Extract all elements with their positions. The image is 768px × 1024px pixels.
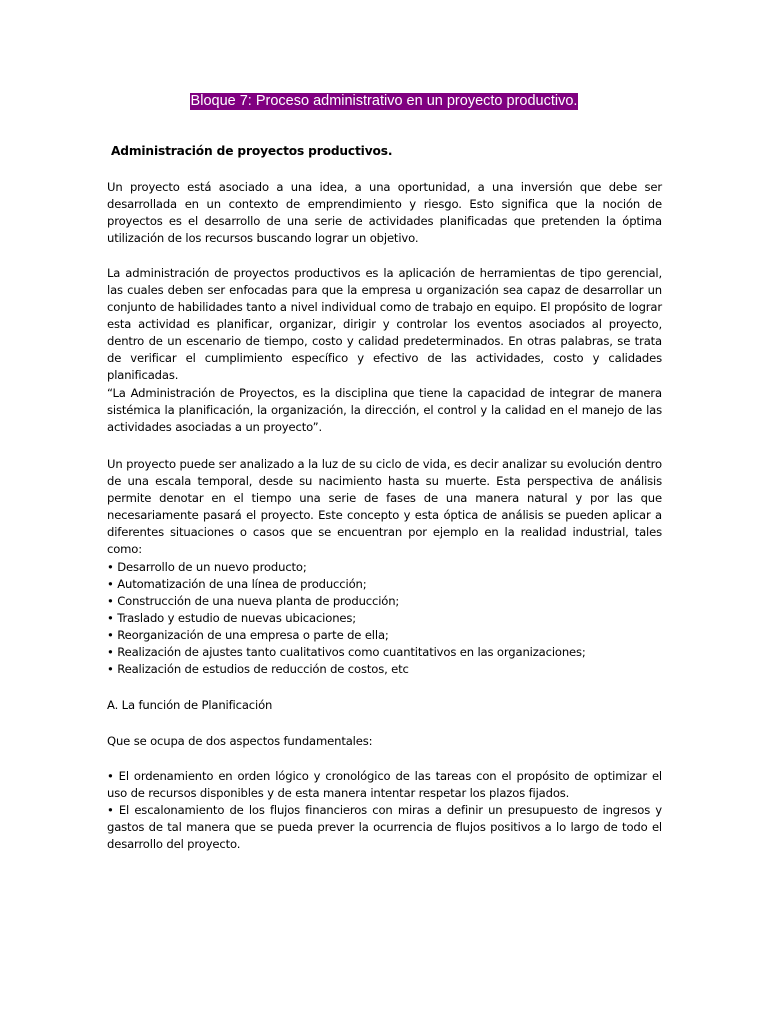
list-item: • Reorganización de una empresa o parte de ella; <box>107 628 389 642</box>
list-item: • Construcción de una nueva planta de producción; <box>107 594 400 608</box>
page-title: Bloque 7: Proceso administrativo en un proyecto productivo. <box>190 93 578 109</box>
paragraph-life-cycle: Un proyecto puede ser analizado a la luz de su ciclo de vida, es decir analizar su evolución dentro de una escala temporal, desde su nacimiento hasta su muerte. Esta perspectiva de análisis permite denotar en el tiempo una serie de fases de una manera natural y por las que necesariamente pasará el proyecto. Este concepto y esta óptica de análisis se pueden aplicar a diferentes situaciones o casos que se encuentran por ejemplo en la realidad industrial, tales como: <box>107 457 662 556</box>
title-container <box>0 92 768 110</box>
examples-list <box>107 559 662 678</box>
section-a-heading: A. La función de Planificación <box>107 698 273 712</box>
list-item: • El escalonamiento de los flujos financieros con miras a definir un presupuesto de ingresos y gastos de tal manera que se pueda prever la ocurrencia de flujos positivos a lo largo de todo el desarrollo del proyecto. <box>107 803 662 851</box>
paragraph-administration: La administración de proyectos productivos es la aplicación de herramientas de tipo gerencial, las cuales deben ser enfocadas para que la empresa u organización sea capaz de desarrollar un conjunto de habilidades tanto a nivel individual como de trabajo en equipo. El propósito de lograr esta actividad es planificar, organizar, dirigir y controlar los eventos asociados al proyecto, dentro de un escenario de tiempo, costo y calidad predeterminados. En otras palabras, se trata de verificar el cumplimiento específico y efectivo de las actividades, costo y calidades planificadas. <box>107 266 662 382</box>
paragraph-aspects: Que se ocupa de dos aspectos fundamentales: <box>107 734 373 748</box>
paragraph-intro: Un proyecto está asociado a una idea, a una oportunidad, a una inversión que debe ser desarrollada en un contexto de emprendimiento y riesgo. Esto significa que la noción de proyectos es el desarrollo de una serie de actividades planificadas que pretenden la óptima utilización de los recursos buscando lograr un objetivo. <box>107 180 662 245</box>
paragraph-quote: “La Administración de Proyectos, es la disciplina que tiene la capacidad de integrar de manera sistémica la planificación, la organización, la dirección, el control y la calidad en el manejo de las actividades asociadas a un proyecto”. <box>107 386 662 434</box>
list-item: • Traslado y estudio de nuevas ubicaciones; <box>107 611 357 625</box>
aspects-list <box>107 768 662 853</box>
section-heading: Administración de proyectos productivos. <box>111 144 393 158</box>
list-item: • El ordenamiento en orden lógico y cronológico de las tareas con el propósito de optimizar el uso de recursos disponibles y de esta manera intentar respetar los plazos fijados. <box>107 769 662 800</box>
list-item: • Automatización de una línea de producción; <box>107 577 367 591</box>
list-item: • Realización de ajustes tanto cualitativos como cuantitativos en las organizaciones; <box>107 645 586 659</box>
list-item: • Desarrollo de un nuevo producto; <box>107 560 307 574</box>
list-item: • Realización de estudios de reducción de costos, etc <box>107 662 409 676</box>
